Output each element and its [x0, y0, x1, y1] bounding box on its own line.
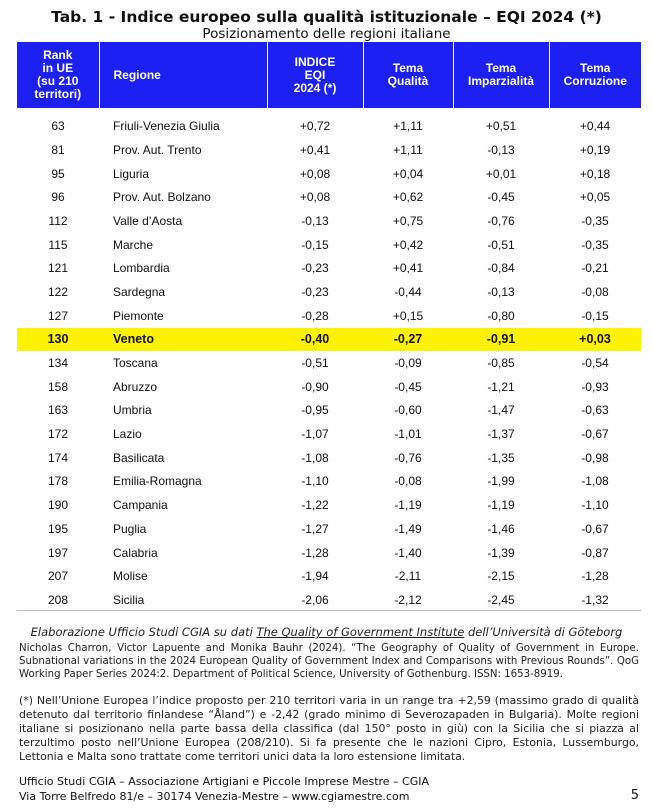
- cell-region: Molise: [113, 569, 148, 584]
- cell-index: -0,23: [301, 284, 329, 299]
- cell-rank: 96: [51, 190, 65, 205]
- cell-index: -1,10: [301, 474, 329, 489]
- cell-impartiality: -0,76: [487, 213, 515, 228]
- table-row: [17, 399, 641, 423]
- cell-impartiality: -0,13: [487, 142, 515, 157]
- cell-rank: 178: [47, 474, 69, 489]
- cell-index: +0,72: [299, 119, 331, 133]
- table-row: [17, 328, 641, 352]
- cell-impartiality: +0,51: [485, 119, 517, 133]
- cell-corruption: -0,15: [581, 308, 609, 323]
- cell-index: -1,22: [301, 498, 329, 513]
- cell-impartiality: -1,99: [487, 474, 515, 489]
- table-row: [17, 351, 641, 375]
- cell-rank: 121: [47, 261, 69, 276]
- cell-corruption: -1,32: [581, 592, 609, 607]
- cell-region: Lombardia: [113, 261, 170, 276]
- source-institute: The Quality of Government Institute: [256, 625, 465, 639]
- cell-rank: 127: [47, 308, 69, 323]
- table-row: [17, 185, 641, 209]
- cell-index: +0,41: [299, 142, 331, 157]
- cell-corruption: -0,93: [581, 379, 609, 394]
- header-corruption: Tema Corruzione: [549, 42, 641, 108]
- cell-impartiality: -1,21: [487, 379, 515, 394]
- cell-corruption: -0,63: [581, 403, 609, 418]
- cell-index: +0,08: [299, 190, 331, 205]
- cell-rank: 115: [48, 237, 68, 252]
- cell-rank: 63: [51, 119, 65, 133]
- footnote: (*) Nell’Unione Europea l’indice proposto per 210 territori varia in un range tra +2,59 (massimo grado di qualità detenuto dal territorio finlandese “Åland”) e -2,42 (grado minimo di Severozapaden in Bulgaria). Molte regioni italiane si posizionano nella parte bassa della classifica (dal 150° posto in giù) con la Sicilia che si piazza al terzultimo posto nell’Unione Europea (208/210). Si fa presente che le nazioni Cipro, Estonia, Lussemburgo, Lettonia e Malta sono trattate come territori unici data la loro estensione limitata.: [19, 694, 639, 763]
- cell-impartiality: -1,37: [487, 427, 515, 442]
- cell-rank: 112: [48, 213, 68, 228]
- table-row: [17, 541, 641, 565]
- cell-region: Marche: [113, 237, 154, 252]
- footer-line-2: Via Torre Belfredo 81/e – 30174 Venezia-Mestre – www.cgiamestre.com: [19, 790, 410, 803]
- cell-corruption: -1,10: [581, 498, 609, 513]
- cell-impartiality: -0,85: [487, 356, 515, 371]
- table-row: [17, 517, 641, 541]
- cell-quality: -0,08: [394, 474, 422, 489]
- table-row: [17, 108, 641, 138]
- cell-corruption: -1,08: [581, 474, 609, 489]
- cell-rank: 190: [47, 498, 69, 513]
- cell-quality: +1,11: [393, 119, 423, 133]
- cell-corruption: -0,08: [581, 284, 609, 299]
- cell-index: -1,28: [301, 545, 329, 560]
- cell-corruption: -0,67: [581, 521, 609, 536]
- cell-quality: +0,41: [392, 261, 424, 276]
- cell-index: +0,08: [299, 166, 331, 181]
- cell-impartiality: -1,19: [487, 498, 515, 513]
- cell-index: -0,40: [267, 328, 363, 352]
- cell-region: Friuli-Venezia Giulia: [113, 119, 220, 133]
- page-footer: [19, 774, 429, 804]
- cell-impartiality: -0,84: [487, 261, 515, 276]
- cell-quality: -1,19: [394, 498, 422, 513]
- cell-corruption: -0,87: [581, 545, 609, 560]
- cell-corruption: -0,21: [581, 261, 609, 276]
- table-row: [17, 162, 641, 186]
- table-header-row: [17, 42, 641, 108]
- cell-impartiality: -1,47: [487, 403, 515, 418]
- cell-quality: -0,45: [394, 379, 422, 394]
- cell-corruption: +0,19: [579, 142, 611, 157]
- cell-rank: 158: [47, 379, 69, 394]
- cell-impartiality: -2,15: [487, 569, 515, 584]
- table-row: [17, 422, 641, 446]
- cell-rank: 207: [47, 569, 69, 584]
- cell-quality: +0,04: [392, 166, 424, 181]
- table-row: [17, 446, 641, 470]
- cell-corruption: -0,35: [581, 237, 609, 252]
- cell-corruption: +0,05: [579, 190, 611, 205]
- footer-line-1: Ufficio Studi CGIA – Associazione Artigiani e Piccole Imprese Mestre – CGIA: [19, 775, 430, 788]
- cell-impartiality: -0,13: [487, 284, 515, 299]
- table-row: [17, 588, 641, 612]
- cell-index: -1,08: [301, 450, 329, 465]
- cell-impartiality: -1,46: [487, 521, 515, 536]
- cell-region: Prov. Aut. Bolzano: [113, 190, 211, 205]
- cell-rank: 208: [47, 592, 69, 607]
- cell-corruption: +0,03: [549, 328, 641, 352]
- cell-quality: +0,42: [392, 237, 424, 252]
- cell-region: Liguria: [113, 166, 150, 181]
- cell-quality: -2,11: [394, 569, 422, 584]
- cell-quality: -0,27: [363, 328, 453, 352]
- table-row: [17, 375, 641, 399]
- cell-region: Puglia: [113, 521, 147, 536]
- table-row: [17, 564, 641, 588]
- cell-index: -0,51: [301, 356, 329, 371]
- cell-impartiality: -0,51: [487, 237, 515, 252]
- cell-index: -0,13: [301, 213, 329, 228]
- cell-quality: +0,15: [392, 308, 424, 323]
- header-quality: Tema Qualità: [363, 42, 453, 108]
- cell-rank: 195: [47, 521, 69, 536]
- header-impartiality: Tema Imparzialità: [453, 42, 549, 108]
- cell-rank: 95: [51, 166, 65, 181]
- citation: Nicholas Charron, Victor Lapuente and Monika Bauhr (2024). “The Geography of Quality of Government in Europe. Subnational variations in the 2024 European Quality of Government Index and Comparisons with Previous Rounds”. QoG Working Paper Series 2024:2. Department of Political Science, University of Gothenburg. ISSN: 1653-8919.: [19, 643, 639, 680]
- cell-region: Lazio: [113, 427, 142, 442]
- cell-rank: 163: [47, 403, 69, 418]
- cell-region: Calabria: [113, 545, 158, 560]
- cell-rank: 81: [51, 142, 65, 157]
- header-region: Regione: [99, 42, 267, 108]
- header-rank: Rank in UE (su 210 territori): [17, 42, 99, 108]
- cell-quality: +0,62: [392, 190, 424, 205]
- cell-index: -1,94: [301, 569, 329, 584]
- header-index: INDICE EQI 2024 (*): [267, 42, 363, 108]
- cell-impartiality: -0,91: [453, 328, 549, 352]
- cell-index: -2,06: [301, 592, 329, 607]
- cell-region: Emilia-Romagna: [113, 474, 202, 489]
- cell-region: Umbria: [113, 403, 152, 418]
- cell-impartiality: -1,35: [487, 450, 515, 465]
- cell-index: -0,28: [301, 308, 329, 323]
- cell-region: Abruzzo: [113, 379, 158, 394]
- cell-quality: -0,76: [394, 450, 422, 465]
- document-title: Tab. 1 - Indice europeo sulla qualità istituzionale – EQI 2024 (*): [51, 8, 602, 26]
- cell-region: Toscana: [113, 356, 158, 371]
- cell-impartiality: -2,45: [487, 592, 515, 607]
- cell-corruption: -0,98: [581, 450, 609, 465]
- cell-region: Sicilia: [113, 592, 145, 607]
- table-row: [17, 304, 641, 328]
- cell-rank: 174: [47, 450, 69, 465]
- document-subtitle: Posizionamento delle regioni italiane: [202, 26, 451, 42]
- cell-rank: 172: [47, 427, 69, 442]
- table-row: [17, 256, 641, 280]
- cell-quality: -0,09: [394, 356, 422, 371]
- cell-index: -1,27: [301, 521, 329, 536]
- cell-corruption: -0,35: [581, 213, 609, 228]
- cell-index: -0,95: [301, 403, 329, 418]
- cell-quality: -0,44: [394, 284, 422, 299]
- cell-index: -0,90: [301, 379, 329, 394]
- source-prefix: Elaborazione Ufficio Studi CGIA su dati: [30, 625, 257, 639]
- cell-quality: +0,75: [392, 213, 424, 228]
- cell-region: Piemonte: [113, 308, 164, 323]
- cell-corruption: -0,67: [581, 427, 609, 442]
- cell-impartiality: -0,80: [487, 308, 515, 323]
- page-number: 5: [630, 788, 639, 803]
- table-row: [17, 470, 641, 494]
- cell-region: Prov. Aut. Trento: [113, 142, 202, 157]
- table-bottom-divider: [17, 610, 641, 611]
- cell-rank: 197: [47, 545, 69, 560]
- cell-rank: 130: [17, 328, 99, 352]
- cell-corruption: +0,44: [579, 119, 611, 133]
- cell-quality: -1,49: [394, 521, 422, 536]
- source-line: [0, 625, 653, 639]
- cell-rank: 122: [47, 284, 69, 299]
- cell-index: -0,15: [301, 237, 329, 252]
- cell-quality: -0,60: [394, 403, 422, 418]
- cell-quality: -2,12: [394, 592, 422, 607]
- table-row: [17, 209, 641, 233]
- cell-region: Campania: [113, 498, 168, 513]
- table-row: [17, 280, 641, 304]
- cell-region: Valle d’Aosta: [113, 213, 183, 228]
- cell-index: -0,23: [301, 261, 329, 276]
- source-suffix: dell’Università di Göteborg: [464, 625, 623, 639]
- cell-quality: +1,11: [393, 142, 423, 157]
- table-row: [17, 138, 641, 162]
- cell-corruption: -0,54: [581, 356, 609, 371]
- cell-quality: -1,40: [394, 545, 422, 560]
- cell-corruption: +0,18: [579, 166, 611, 181]
- eqi-ranking-table: [17, 42, 641, 612]
- cell-quality: -1,01: [394, 427, 422, 442]
- cell-region: Sardegna: [113, 284, 166, 299]
- table-body: [17, 108, 641, 612]
- cell-rank: 134: [47, 356, 69, 371]
- cell-index: -1,07: [301, 427, 329, 442]
- cell-region: Veneto: [99, 328, 267, 352]
- cell-corruption: -1,28: [581, 569, 609, 584]
- cell-impartiality: -0,45: [487, 190, 515, 205]
- table-row: [17, 493, 641, 517]
- cell-impartiality: -1,39: [487, 545, 515, 560]
- table-row: [17, 233, 641, 257]
- cell-region: Basilicata: [113, 450, 165, 465]
- cell-impartiality: +0,01: [485, 166, 517, 181]
